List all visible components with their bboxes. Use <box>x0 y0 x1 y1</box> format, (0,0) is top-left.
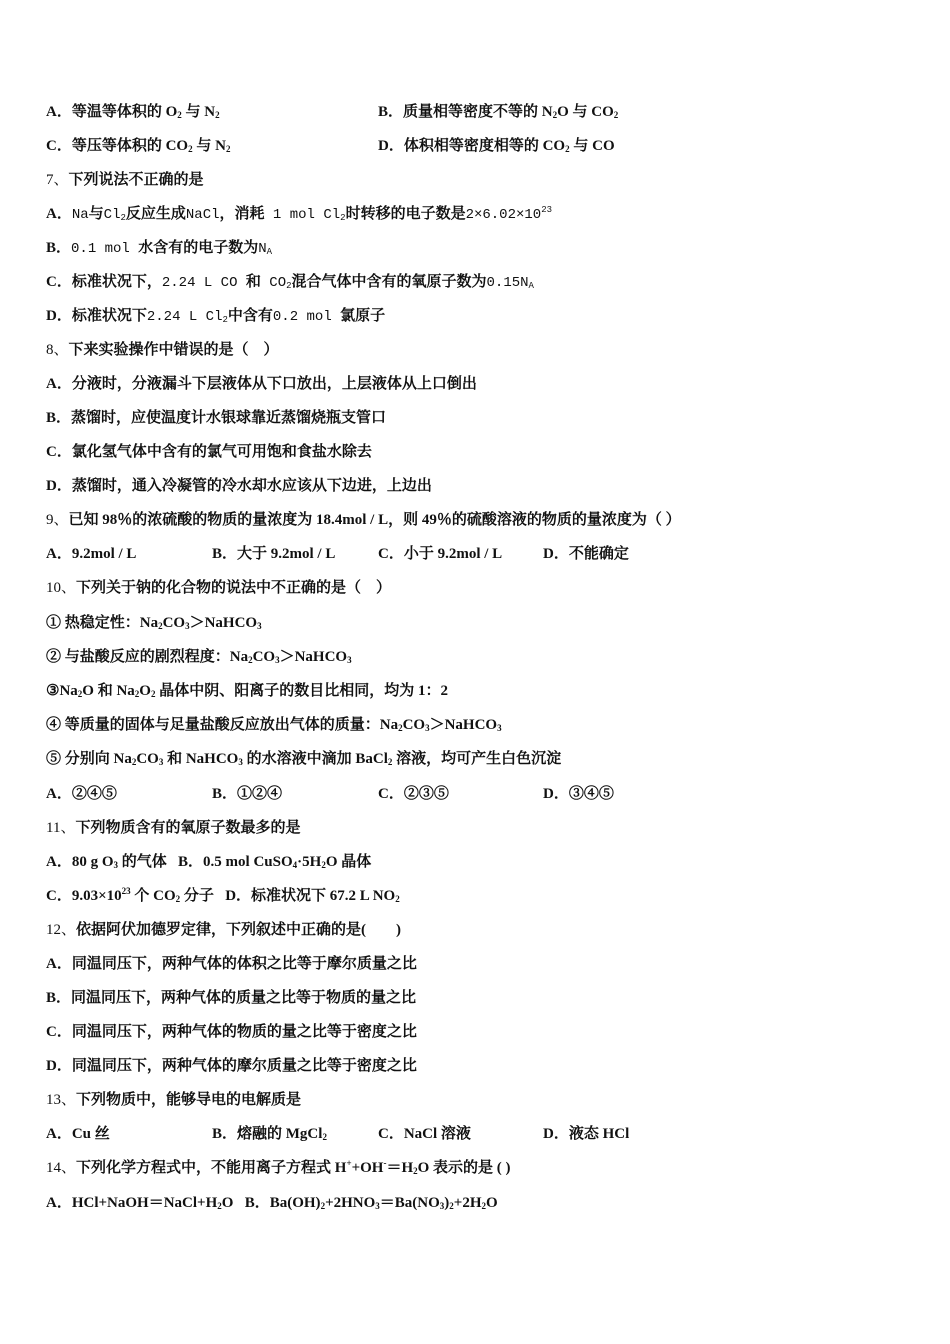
q14-stem: 14、下列化学方程式中，不能用离子方程式 $H^++OH^-=H_2O$ 表示的是 ( ) <box>46 1158 511 1176</box>
q12-option-b: B．同温同压下，两种气体的质量之比等于物质的量之比 <box>46 990 417 1006</box>
q9-option-d: D．不能确定 <box>543 546 629 562</box>
q11-options-ab: A．80 g $O_3$ 的气体 B．0.5 mol $CuSO_4\cdot 5H_2O$ 晶体 <box>46 854 372 870</box>
q12-option-a: A．同温同压下，两种气体的体积之比等于摩尔质量之比 <box>46 956 417 972</box>
q11-stem: 11、下列物质含有的氧原子数最多的是 <box>46 820 301 836</box>
q6-option-c: C．等压等体积的 $CO_2$ 与 $N_2$ <box>46 138 231 154</box>
q7-option-d: D．标准状况下2.24 L $Cl_2$中含有0.2 mol 氯原子 <box>46 308 386 325</box>
q8-option-d: D．蒸馏时，通入冷凝管的冷水却水应该从下边进，上边出 <box>46 478 432 494</box>
q8-stem: 8、下来实验操作中错误的是（ ） <box>46 342 279 358</box>
q10-option-d: D．③④⑤ <box>543 786 614 802</box>
q10-statement-4: ④ 等质量的固体与足量盐酸反应放出气体的质量：$Na_2CO_3>NaHCO_3$ <box>46 717 502 733</box>
q10-stem: 10、下列关于钠的化合物的说法中不正确的是（ ） <box>46 580 392 596</box>
q10-statement-5: ⑤ 分别向 $Na_2CO_3$ 和 NaHCO$_3$ 的水溶液中滴加 BaCl$_2$ 溶液，均可产生白色沉淀 <box>46 751 562 767</box>
q8-option-b: B．蒸馏时，应使温度计水银球靠近蒸馏烧瓶支管口 <box>46 410 387 426</box>
q10-statement-2: ② 与盐酸反应的剧烈程度：$Na_2CO_3>NaHCO_3$ <box>46 649 352 665</box>
q7-option-b: B．0.1 mol 水含有的电子数为$N_A$ <box>46 240 273 257</box>
q13-option-a: A．Cu 丝 <box>46 1126 110 1142</box>
q6-option-b: B．质量相等密度不等的 $N_2O$ 与 $CO_2$ <box>378 104 619 120</box>
q13-option-c: C．NaCl 溶液 <box>378 1126 471 1142</box>
q6-option-a: A．等温等体积的 $O_2$ 与 $N_2$ <box>46 104 220 120</box>
q8-option-a: A．分液时，分液漏斗下层液体从下口放出，上层液体从上口倒出 <box>46 376 477 392</box>
q12-option-c: C．同温同压下，两种气体的物质的量之比等于密度之比 <box>46 1024 417 1040</box>
q11-options-cd: C．$9.03\times 10^{23}$ 个 $CO_2$ 分子 D．标准状况下 67.2 L $NO_2$ <box>46 886 400 904</box>
q14-options-ab: A．$HCl+NaOH=NaCl+H_2O$ B．$Ba(OH)_2+2HNO_3=Ba(NO_3)_2+2H_2O$ <box>46 1195 498 1211</box>
q13-stem: 13、下列物质中，能够导电的电解质是 <box>46 1092 302 1108</box>
q9-stem: 9、已知 98％的浓硫酸的物质的量浓度为 18.4mol / L，则 49％的硫酸溶液的物质的量浓度为（ ） <box>46 512 681 528</box>
q7-stem: 7、下列说法不正确的是 <box>46 172 204 188</box>
q7-option-c: C．标准状况下，2.24 L CO 和 $CO_2$混合气体中含有的氧原子数为$0.15N_A$ <box>46 274 534 291</box>
q13-option-b: B．熔融的 MgCl$_2$ <box>212 1126 327 1142</box>
q7-option-a: A．Na与$Cl_2$反应生成NaCl，消耗 1 mol $Cl_2$时转移的电子数是$2\times 6.02\times 10^{23}$ <box>46 205 553 223</box>
q9-option-a: A．9.2mol / L <box>46 546 137 562</box>
q10-option-c: C．②③⑤ <box>378 786 449 802</box>
q10-option-a: A．②④⑤ <box>46 786 117 802</box>
q6-option-d: D．体积相等密度相等的 $CO_2$ 与 CO <box>378 138 615 154</box>
q10-statement-1: ① 热稳定性：$Na_2CO_3>NaHCO_3$ <box>46 615 262 631</box>
q12-stem: 12、依据阿伏加德罗定律，下列叙述中正确的是( ) <box>46 922 402 938</box>
q9-option-b: B．大于 9.2mol / L <box>212 546 336 562</box>
q8-option-c: C．氯化氢气体中含有的氯气可用饱和食盐水除去 <box>46 444 372 460</box>
q10-option-b: B．①②④ <box>212 786 283 802</box>
q13-option-d: D．液态 HCl <box>543 1126 630 1142</box>
q12-option-d: D．同温同压下，两种气体的摩尔质量之比等于密度之比 <box>46 1058 417 1074</box>
q10-statement-3: $③Na_2O$ 和 $Na_2O_2$ 晶体中阴、阳离子的数目比相同，均为 1：2 <box>46 683 448 699</box>
q9-option-c: C．小于 9.2mol / L <box>378 546 503 562</box>
